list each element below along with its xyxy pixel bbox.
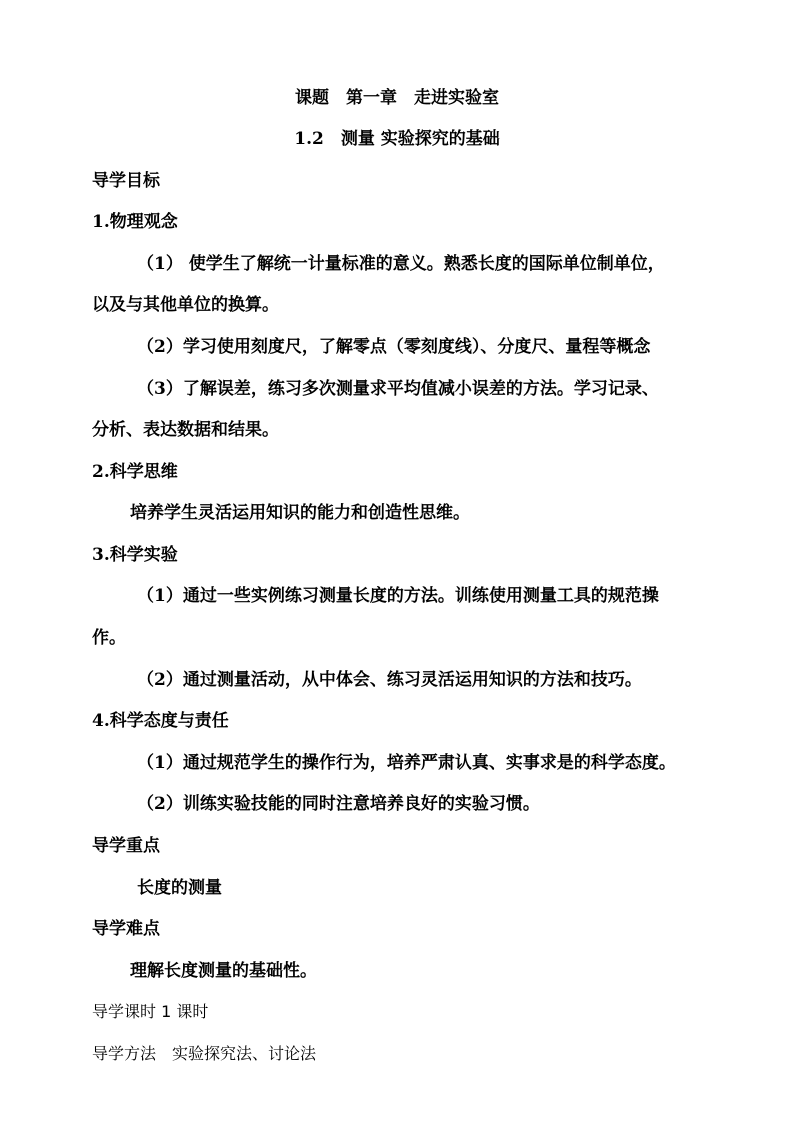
- key-points-text: 长度的测量: [137, 878, 222, 898]
- teaching-method-text: 导学方法 实验探究法、讨论法: [92, 1044, 317, 1063]
- key-points-heading: 导学重点: [92, 836, 160, 856]
- section-4-item-1: （1）通过规范学生的操作行为，培养严肃认真、实事求是的科学态度。: [137, 753, 676, 773]
- section-1-item-1-line-1: （1） 使学生了解统一计量标准的意义。熟悉长度的国际单位制单位，: [137, 254, 665, 274]
- section-1-heading: 1.物理观念: [92, 212, 178, 232]
- section-1-item-1-line-2: 以及与其他单位的换算。: [92, 295, 279, 315]
- section-3-heading: 3.科学实验: [92, 545, 178, 565]
- section-4-heading: 4.科学态度与责任: [92, 711, 229, 731]
- section-4-item-2: （2）训练实验技能的同时注意培养良好的实验习惯。: [137, 794, 540, 814]
- section-1-item-3-line-2: 分析、表达数据和结果。: [92, 420, 279, 440]
- lesson-subtitle: 1.2 测量 实验探究的基础: [294, 129, 500, 149]
- lesson-title: 课题 第一章 走进实验室: [295, 88, 499, 108]
- section-2-text: 培养学生灵活运用知识的能力和创造性思维。: [130, 503, 470, 523]
- section-3-item-1-line-2: 作。: [92, 628, 126, 648]
- section-3-item-2: （2）通过测量活动，从中体会、练习灵活运用知识的方法和技巧。: [137, 670, 642, 690]
- class-period-text: 导学课时 1 课时: [92, 1002, 209, 1021]
- section-3-item-1-line-1: （1）通过一些实例练习测量长度的方法。训练使用测量工具的规范操: [137, 586, 659, 606]
- goals-heading: 导学目标: [92, 171, 160, 191]
- section-2-heading: 2.科学思维: [92, 462, 178, 482]
- difficulty-heading: 导学难点: [92, 919, 160, 939]
- difficulty-text: 理解长度测量的基础性。: [130, 961, 317, 981]
- section-1-item-2: （2）学习使用刻度尺，了解零点（零刻度线）、分度尺、量程等概念: [137, 337, 651, 357]
- section-1-item-3-line-1: （3）了解误差，练习多次测量求平均值减小误差的方法。学习记录、: [137, 379, 659, 399]
